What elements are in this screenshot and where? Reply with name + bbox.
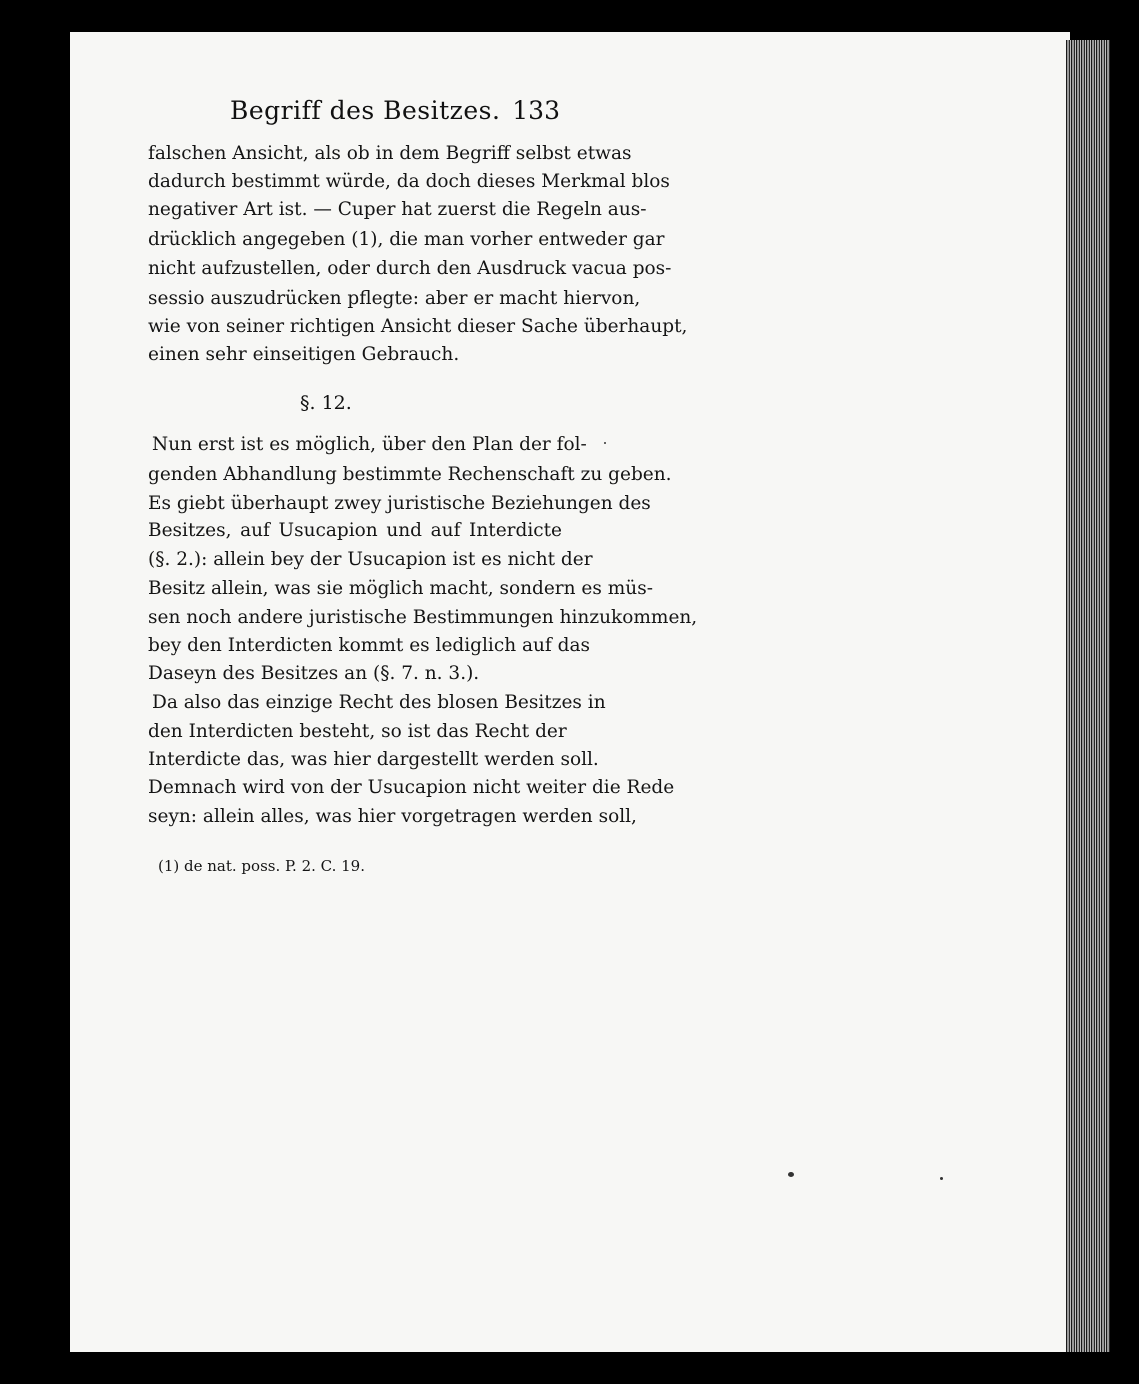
text-line: sen noch andere juristische Bestimmungen hinzukommen,	[148, 607, 698, 628]
page-number: 133	[512, 96, 560, 125]
running-title: Begriff des Besitzes.	[230, 96, 501, 125]
text-line: einen sehr einseitigen Gebrauch.	[148, 344, 460, 365]
text-line: genden Abhandlung bestimmte Rechenschaft zu geben.	[148, 464, 672, 485]
text-line: negativer Art ist. — Cuper hat zuerst die Regeln aus-	[148, 199, 647, 220]
ink-speck	[788, 1172, 794, 1177]
text-line: Da also das einzige Recht des blosen Besitzes in	[152, 692, 606, 713]
section-heading: §. 12.	[300, 392, 352, 414]
page-header	[230, 96, 560, 132]
text-line: dadurch bestimmt würde, da doch dieses Merkmal blos	[148, 171, 670, 192]
text-line: sessio auszudrücken pflegte: aber er macht hiervon,	[148, 288, 641, 309]
text-line: Besitz allein, was sie möglich macht, sondern es müs-	[148, 578, 653, 599]
text-line: Interdicte das, was hier dargestellt werden soll.	[148, 749, 599, 770]
text-line: den Interdicten besteht, so ist das Recht der	[148, 721, 567, 742]
text-line: wie von seiner richtigen Ansicht dieser Sache überhaupt,	[148, 316, 688, 337]
text-line: Es giebt überhaupt zwey juristische Beziehungen des	[148, 493, 651, 514]
text-line: (§. 2.): allein bey der Usucapion ist es nicht der	[148, 549, 593, 570]
text-line: drücklich angegeben (1), die man vorher entweder gar	[148, 229, 665, 250]
text-line: nicht aufzustellen, oder durch den Ausdruck vacua pos-	[148, 258, 672, 279]
text-line: Nun erst ist es möglich, über den Plan der fol-	[152, 434, 587, 455]
text-line: falschen Ansicht, als ob in dem Begriff selbst etwas	[148, 143, 632, 164]
text-line: Demnach wird von der Usucapion nicht weiter die Rede	[148, 777, 675, 798]
text-line: Besitzes, auf Usucapion und auf Interdicte	[148, 520, 562, 541]
footnote: (1) de nat. poss. P. 2. C. 19.	[158, 857, 365, 875]
text-line: Daseyn des Besitzes an (§. 7. n. 3.).	[148, 663, 480, 684]
ink-speck	[940, 1177, 943, 1180]
text-line: bey den Interdicten kommt es lediglich auf das	[148, 635, 591, 656]
text-line: seyn: allein alles, was hier vorgetragen werden soll,	[148, 806, 637, 827]
ink-speck	[604, 442, 606, 444]
page-edges	[1066, 40, 1110, 1352]
